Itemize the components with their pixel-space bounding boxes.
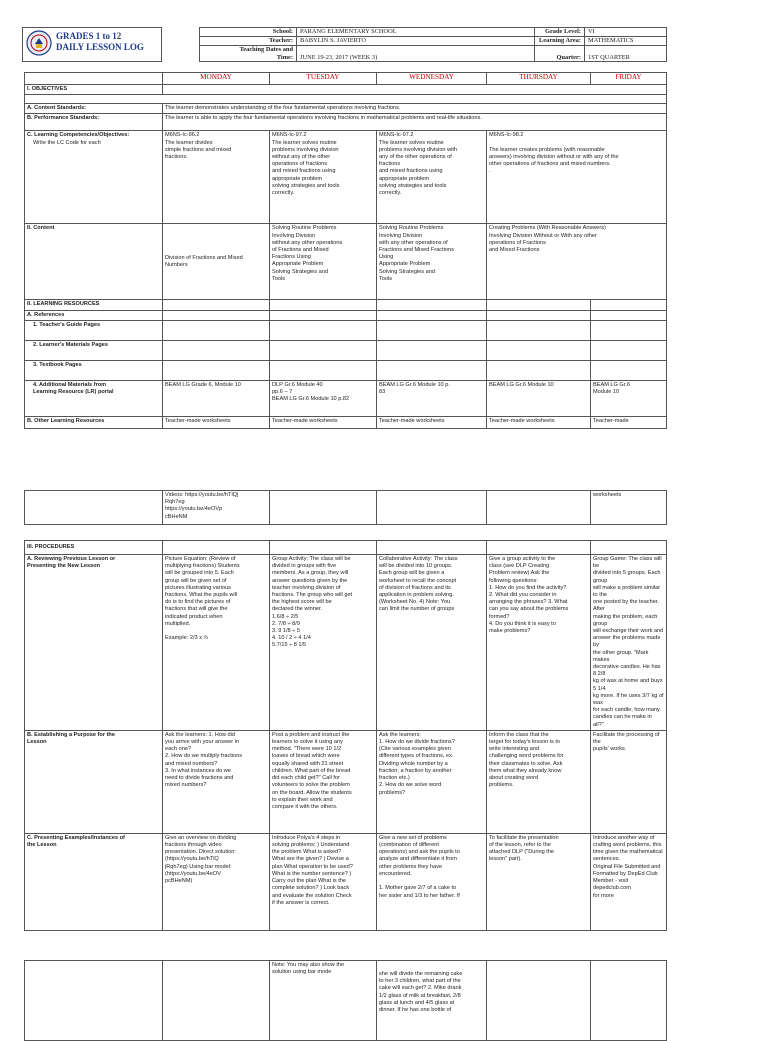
worksheets-friday: worksheets [591,491,667,525]
teachers-guide-label: 1. Teacher's Guide Pages [25,320,163,340]
competency-thursday: M6NS-Ic-98.2 The learner creates problems (with reasonable answers) involving division without or with any of the other operations of fractions and mixed numbers. . [487,131,667,224]
learners-materials-label: 2. Learner's Materials Pages [25,340,163,360]
blank [163,961,270,1041]
day-friday: FRIDAY [591,73,667,85]
blank [270,360,377,380]
blank [487,360,591,380]
blank [163,340,270,360]
quarter-label: Quarter: [535,46,585,62]
blank [591,961,667,1041]
blank [487,300,591,310]
examples-thursday: To facilitate the presentation of the lesson, refer to the attached DLP ("During the lesson" part). [487,833,591,930]
performance-standards-text: The learner is able to apply the four fundamental operations involving fractions in mathematical problems and real-life situations. [163,114,667,131]
blank [163,310,270,320]
blank [487,310,591,320]
references-label: A. References [25,310,163,320]
blank [591,310,667,320]
other-tuesday: Teacher-made worksheets [270,416,377,428]
blank [270,310,377,320]
teacher-value: BABYLIN S. JAVIERTO [297,37,535,46]
competency-monday: M6NS-Ic-96.2 The learner divides simple fractions and mixed fractions. [163,131,270,224]
document-title [56,31,144,53]
examples-friday: Introduce another way of crafting word problems, this time given the mathematical sentences. Original File Submitted and Formatted by DepEd Club Member - visit depedclub.com for more [591,833,667,930]
blank [487,320,591,340]
day-thursday: THURSDAY [487,73,591,85]
review-wednesday: Collaborative Activity: The class will be divided into 10 groups. Each group will be given a worksheet to recall the concept of division of fractions and its application in problem solving. (Worksheet No. 4) Note: You can limit the number of groups [377,555,487,731]
content-standards-text: The learner demonstrates understanding of the four fundamental operations involving fractions. [163,104,667,114]
content-label: II. Content [25,224,163,300]
blank [377,310,487,320]
examples-continuation-table [24,960,667,1041]
blank [591,300,667,310]
content-tuesday: Solving Routine Problems Involving Division without any other operations of Fractions and Mixed Fractions Using Appropriate Problem Solving Strategies and Tools [270,224,377,300]
content-thursday: Creating Problems (With Reasonable Answers) Involving Division Without or With any other operations of Fractions and Mixed Fractions [487,224,667,300]
dates-value: JUNE 19-23, 2017 (WEEK 3) [297,46,535,62]
examples-tuesday-cont: Note: You may also show the solution using bar mode [270,961,377,1041]
additional-friday: BEAM LG Gr.6 Module 10 [591,380,667,416]
blank [270,491,377,525]
blank [377,541,487,555]
examples-tuesday: Introduce Polya's 4 steps in solving problems: ) Understand the problem What is asked? What are the given? ) Devise a plan What operation to be used? What is the number sentence? ) Carry out the plan What is the complete solution? ) Look back and evaluate the solution Check if the answer is correct. [270,833,377,930]
other-friday: Teacher-made [591,416,667,428]
content-wednesday: Solving Routine Problems Involving Division with any other operations of Fractions and Mixed Fractions Using Appropriate Problem Solving Strategies and Tools [377,224,487,300]
blank [377,340,487,360]
blank [591,320,667,340]
purpose-friday: Facilitate the processing of the pupils' works. [591,730,667,833]
blank [163,300,270,310]
blank [163,320,270,340]
purpose-label: B. Establishing a Purpose for the Lesson [25,730,163,833]
area-label: Learning Area: [535,37,585,46]
blank [591,541,667,555]
objectives-blank [163,85,667,95]
day-wednesday: WEDNESDAY [377,73,487,85]
grade-value: VI [585,28,667,37]
purpose-monday: Ask the learners: 1. How did you arrive with your answer in each one? 2. How do we multiply fractions and mixed numbers? 3. In what instances do we need to divide fractions and mixed numbers? [163,730,270,833]
competencies-label: C. Learning Competencies/Objectives: [27,132,130,139]
additional-monday: BEAM LG Grade 6, Module 10 [163,380,270,416]
videos-monday: Videos: https://youtu.be/hTlQj Rqh7eg https://youtu.be/4eOVp cBHeNM [163,491,270,525]
deped-seal-icon [26,30,52,56]
day-monday: MONDAY [163,73,270,85]
competency-wednesday: M6NS-Ic-97.2 The learner solves routine problems involving division with any of the other operations of fractions and mixed fractions using appropriate problem solving strategies and tools correctly. [377,131,487,224]
purpose-wednesday: Ask the learners: 1. How do we divide fractions? (Cite various examples given different types of fractions, ex. Dividing whole number by a fraction; a fraction by another fraction etc.) 2. How do we solve word problems? [377,730,487,833]
blank [270,340,377,360]
spacer-row [25,95,667,104]
area-value: MATHEMATICS [585,37,667,46]
blank [377,360,487,380]
blank [591,360,667,380]
performance-standards-label: B. Performance Standards: [25,114,163,131]
competency-tuesday: M6NS-Ic-97.2 The learner solves routine problems involving division without any of the other operations of fractions and mixed fractions using appropriate problem solving strategies and tools correctly. [270,131,377,224]
teacher-label: Teacher: [200,37,297,46]
other-thursday: Teacher-made worksheets [487,416,591,428]
blank [487,961,591,1041]
blank [163,360,270,380]
competencies-label-cell [25,131,163,224]
dates-label [200,46,297,62]
blank [377,491,487,525]
school-label: School: [200,28,297,37]
additional-wednesday: BEAM LG Gr.6 Module 10 p. 83 [377,380,487,416]
competencies-sub: Write the LC Code for each [33,139,101,146]
corner-cell [25,73,163,85]
blank [25,491,163,525]
blank [487,340,591,360]
title-line-2: DAILY LESSON LOG [56,42,144,52]
procedures-heading: III. PROCEDURES [25,541,163,555]
review-monday: Picture Equation: (Review of multiplying fractions) Students will be grouped into 5. Each group will be given set of pictures illustrating various fractions. What the pupils will do is to find the pictures of fractions that will give the indicated product when multiplied. Example: 2/3 x ¾ [163,555,270,731]
title-line-1: GRADES 1 to 12 [56,31,122,41]
textbook-label: 3. Textbook Pages [25,360,163,380]
blank [270,541,377,555]
dates-label-2: Time: [276,53,293,61]
examples-wednesday-cont: she will divide the remaining cake to her 3 children, what part of the cake will each get? 2. Mike drank 1/2 glass of milk at breakfast, 2/8 glass at lunch and 4/5 glass at dinner. If he has one bottle of [377,961,487,1041]
blank [270,320,377,340]
additional-tuesday: DLP Gr.6 Module 40 pp.6 – 7 BEAM LG Gr.6 Module 10 p.82 [270,380,377,416]
blank [270,300,377,310]
dates-label-1: Teaching Dates and [239,46,293,53]
lesson-table-main [24,72,667,429]
resources-continuation-table [24,490,667,525]
school-value: PARANG ELEMENTARY SCHOOL [297,28,535,37]
review-friday: Group Game: The class will be divided into 5 groups. Each group will make a problem similar to the one posted by the teacher. After making the problem, each group will exchange their work and answer the problems made by the other group. "Mark makes decorative candles. He has 8 2/8 kg of wax at home and buys 5 1/4 kg more. If he uses 3/7 kg of wax for each candle, how many candles can he make in all?" [591,555,667,731]
blank [25,961,163,1041]
purpose-thursday: Inform the class that the target for today's lesson is to write interesting and challenging word problems for their classmates to solve. Ask them what they already know about creating word problems. [487,730,591,833]
grade-label: Grade Level: [535,28,585,37]
blank [377,300,487,310]
procedures-table [24,540,667,931]
resources-heading: II. LEARNING RESOURCES [25,300,163,310]
examples-wednesday: Give a new set of problems (combination of different operations) and ask the pupils to analyze and differentiate it from other problems they have encountered. 1. Mother gave 2/7 of a cake to her sister and 1/3 to her father. If [377,833,487,930]
other-monday: Teacher-made worksheets [163,416,270,428]
blank [487,491,591,525]
content-standards-label: A. Content Standards: [25,104,163,114]
examples-label: C. Presenting Examples/Instances of the Lesson [25,833,163,930]
other-wednesday: Teacher-made worksheets [377,416,487,428]
blank [163,541,270,555]
blank [487,541,591,555]
content-monday: Division of Fractions and Mixed Numbers [163,224,270,300]
objectives-heading: I. OBJECTIVES [25,85,163,95]
header-info-table [199,27,667,62]
other-resources-label: B. Other Learning Resources [25,416,163,428]
day-tuesday: TUESDAY [270,73,377,85]
purpose-tuesday: Post a problem and instruct the learners to solve it using any method. "There were 10 1/2 loaves of bread which were equally shared with 21 street children. What part of the bread did each child get?" Call for volunteers to solve the problem on the board. Allow the students to explain their work and compare it with the others. [270,730,377,833]
review-label: A. Reviewing Previous Lesson or Presenting the New Lesson [25,555,163,731]
additional-materials-label: 4. Additional Materials from Learning Resource (LR) portal [25,380,163,416]
blank [377,320,487,340]
examples-monday: Give an overview on dividing fractions through video presentation. Direct solution: (https://youtu.be/hTlQ jRqh7eg) Using bar model: (https://youtu.be/4eOV pcBHeNM) [163,833,270,930]
quarter-value: 1ST QUARTER [585,46,667,62]
blank [591,340,667,360]
review-tuesday: Group Activity: The class will be divided in groups with five members. As a group, they will answer questions given by the teacher involving division of fractions. The group who will get the highest score will be declared the winner. 1.6/8 ÷ 2/5 2. 7/8 ÷ 8/9 3. 9 1/8 ÷ 5 4. 10 / 2 ÷ 4 1/4 5.7/15 ÷ 8 1/5 [270,555,377,731]
additional-thursday: BEAM LG Gr.6 Module 10 [487,380,591,416]
review-thursday: Give a group activity to the class (see DLP Creating Problem review) Ask the following questions: 1. How do you find the activity? 2. What did you consider in arranging the phrases? 3. What can you say about the problems formed? 4. Do you think it is easy to make problems? [487,555,591,731]
